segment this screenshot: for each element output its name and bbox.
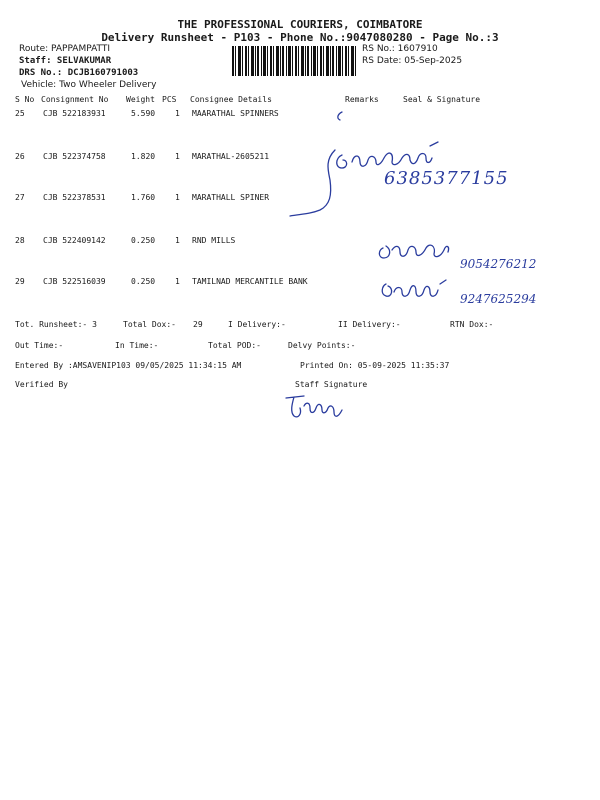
drs-label: DRS No.: DCJB160791003 [19, 68, 139, 78]
row-pcs: 1 [175, 277, 180, 286]
row-consignment: CJB 522516039 [43, 277, 106, 286]
total-runsheet: Tot. Runsheet:- 3 [15, 320, 97, 329]
col-pcs: PCS [162, 95, 177, 104]
staff-signature [280, 392, 350, 422]
in-time: In Time:- [115, 341, 159, 350]
col-consignee: Consignee Details [190, 95, 272, 104]
handwritten-phone-row-28: 9054276212 [460, 257, 537, 271]
signature-row-29 [382, 280, 446, 296]
row-consignment: CJB 522374758 [43, 152, 106, 161]
col-sno: S No [15, 95, 35, 104]
signature-row-26 [337, 142, 438, 168]
rs-number: RS No.: 1607910 [362, 44, 438, 54]
total-dox-count: 29 [193, 320, 203, 329]
col-consignment: Consignment No [41, 95, 109, 104]
row-pcs: 1 [175, 109, 180, 118]
row-pcs: 1 [175, 236, 180, 245]
row-weight: 1.820 [131, 152, 156, 161]
rs-date: RS Date: 05-Sep-2025 [362, 56, 463, 66]
row-consignee: MARATHALL SPINER [192, 193, 270, 202]
row-consignee: RND MILLS [192, 236, 236, 245]
rtn-dox: RTN Dox:- [450, 320, 494, 329]
row-consignment: CJB 522378531 [43, 193, 106, 202]
row-sno: 27 [15, 193, 25, 202]
row-weight: 0.250 [131, 236, 156, 245]
col-seal: Seal & Signature [403, 95, 481, 104]
staff-signature-label: Staff Signature [295, 380, 368, 389]
row-sno: 26 [15, 152, 25, 161]
row-pcs: 1 [175, 193, 180, 202]
verified-by: Verified By [15, 380, 68, 389]
row-pcs: 1 [175, 152, 180, 161]
row-consignee: MAARATHAL SPINNERS [192, 109, 279, 118]
row-consignment: CJB 522183931 [43, 109, 106, 118]
col-remarks: Remarks [345, 95, 379, 104]
handwritten-annotations [280, 100, 560, 320]
out-time: Out Time:- [15, 341, 64, 350]
barcode [232, 46, 356, 76]
entered-by: Entered By :AMSAVENIP103 09/05/2025 11:34:15 AM [15, 361, 242, 370]
row-weight: 0.250 [131, 277, 156, 286]
signature-row-28 [379, 245, 448, 258]
row-consignee: TAMILNAD MERCANTILE BANK [192, 277, 308, 286]
i-delivery: I Delivery:- [228, 320, 286, 329]
vehicle-label: Vehicle: Two Wheeler Delivery [21, 80, 157, 90]
ii-delivery: II Delivery:- [338, 320, 401, 329]
row-consignee: MARATHAL-2605211 [192, 152, 270, 161]
handwritten-phone-row-29: 9247625294 [460, 292, 537, 306]
pen-line [290, 150, 335, 216]
total-dox-label: Total Dox:- [123, 320, 176, 329]
company-title: THE PROFESSIONAL COURIERS, COIMBATORE [177, 18, 423, 31]
handwritten-phone-row-26: 6385377155 [384, 168, 509, 189]
delvy-points: Delvy Points:- [288, 341, 356, 350]
col-weight: Weight [126, 95, 155, 104]
printed-on: Printed On: 05-09-2025 11:35:37 [300, 361, 450, 370]
row-sno: 28 [15, 236, 25, 245]
pen-mark [338, 112, 342, 120]
row-weight: 1.760 [131, 193, 156, 202]
route-label: Route: PAPPAMPATTI [19, 44, 111, 54]
row-sno: 29 [15, 277, 25, 286]
staff-label: Staff: SELVAKUMAR [19, 56, 112, 66]
row-sno: 25 [15, 109, 25, 118]
row-consignment: CJB 522409142 [43, 236, 106, 245]
runsheet-subtitle: Delivery Runsheet - P103 - Phone No.:9047080280 - Page No.:3 [101, 31, 499, 44]
total-pod: Total POD:- [208, 341, 261, 350]
row-weight: 5.590 [131, 109, 156, 118]
